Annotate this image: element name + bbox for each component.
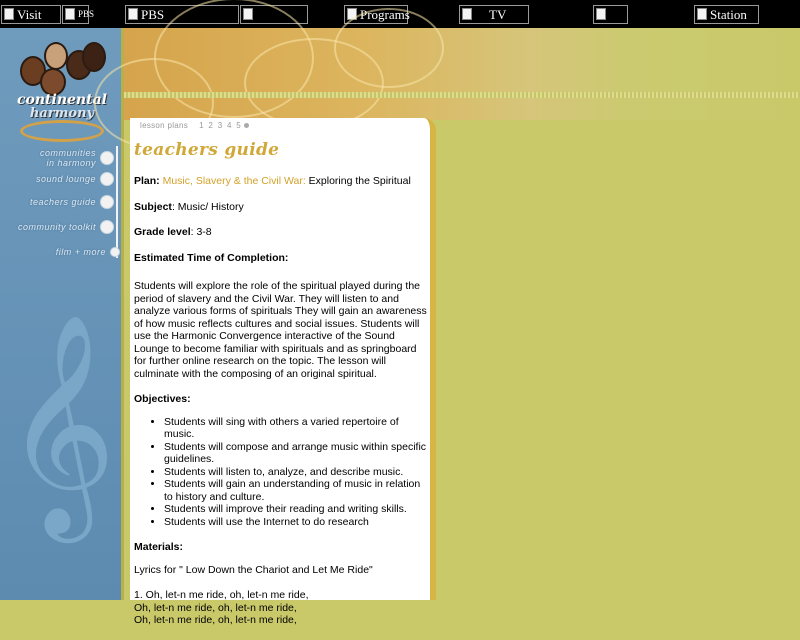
content-panel <box>130 118 436 626</box>
lesson-plans-link[interactable]: lesson plans <box>140 121 189 130</box>
lyric-line: Oh, let-n me ride, oh, let-n me ride, <box>134 614 297 626</box>
lesson-page-3-link[interactable]: 3 <box>217 121 223 130</box>
bullet-dot-icon <box>100 220 114 234</box>
sidebar-item-communities[interactable]: communities in harmony <box>40 148 114 174</box>
plan-line: Plan: Music, Slavery & the Civil War: Exploring the Spiritual <box>134 175 411 187</box>
sidebar-item-sound-lounge[interactable]: sound lounge <box>36 170 114 196</box>
broken-image-icon <box>128 8 138 20</box>
logo-ring <box>20 120 104 142</box>
lesson-plans-nav <box>140 121 249 130</box>
nav-pbs-logo-link[interactable]: PBS <box>62 5 89 24</box>
header-banner <box>124 28 800 120</box>
nav-visit-link[interactable]: Visit <box>1 5 61 24</box>
logo-text: continental <box>17 92 107 108</box>
list-item: • Students will improve their reading and writing skills. <box>164 503 430 516</box>
list-item: • Students will use the Internet to do research <box>164 516 430 529</box>
broken-image-icon <box>596 8 606 20</box>
list-item: • Students will compose and arrange music within specific guidelines. <box>164 441 430 466</box>
sidebar-item-film-more[interactable]: film + more <box>56 243 120 269</box>
lesson-content <box>134 175 430 640</box>
objectives-list <box>134 416 430 529</box>
lyric-line: 1. Oh, let-n me ride, oh, let-n me ride, <box>134 589 309 601</box>
estimated-time-heading: Estimated Time of Completion: <box>134 251 289 264</box>
menu-bracket-line <box>116 146 120 258</box>
list-item: • Students will gain an understanding of music in relation to history and culture. <box>164 478 430 503</box>
plan-subtitle: Exploring the Spiritual <box>308 175 411 187</box>
lyric-line: Oh, let-n me ride, oh, let-n me ride, <box>134 601 297 614</box>
sidebar-item-community-toolkit[interactable]: community toolkit <box>18 218 114 244</box>
bullet-dot-icon <box>100 151 114 165</box>
nav-tv-link[interactable]: TV <box>459 5 529 24</box>
broken-image-icon <box>65 8 75 20</box>
broken-image-icon <box>4 8 14 20</box>
lesson-page-2-link[interactable]: 2 <box>208 121 214 130</box>
lesson-page-5-link[interactable]: 5 <box>236 121 242 130</box>
bullet-dot-icon <box>110 247 120 257</box>
grade-line: Grade level: 3-8 <box>134 226 212 238</box>
subject-line: Subject: Music/ History <box>134 200 244 213</box>
nav-pbs-link[interactable]: PBS <box>125 5 239 24</box>
people-photo <box>16 40 108 100</box>
nav-blank-link-2[interactable] <box>593 5 628 24</box>
banner-stripe <box>124 92 800 98</box>
plan-title: Music, Slavery & the Civil War: <box>162 175 306 187</box>
materials-heading: Materials: <box>134 541 184 553</box>
nav-programs-link[interactable]: Programs <box>344 5 408 24</box>
lyrics-block <box>134 589 430 627</box>
list-item: • Students will listen to, analyze, and describe music. <box>164 466 430 479</box>
objectives-heading: Objectives: <box>134 393 191 405</box>
list-item: • Students will sing with others a varied repertoire of music. <box>164 416 430 441</box>
page-title: teachers guide <box>134 140 280 160</box>
lesson-page-4-link[interactable]: 4 <box>226 121 232 130</box>
lesson-page-1-link[interactable]: 1 <box>199 121 204 130</box>
logo-subtext: harmony <box>29 106 95 121</box>
bullet-dot-icon <box>100 195 114 209</box>
lesson-description: Students will explore the role of the spiritual played during the period of slavery and the Civil War. They will listen to and analyze various forms of spirituals They will gain an awareness of how music reflects cultures and social issues. Students will use the Harmonic Convergence interactive of the Sound Lounge to become familiar with spirituals and as springboard for further online research on the topic. The lesson will culminate with the composing of an original spiritual. <box>134 280 427 380</box>
treble-clef-icon: 𝄞 <box>4 312 117 533</box>
sidebar-item-teachers-guide[interactable]: teachers guide <box>30 193 114 219</box>
bullet-dot-icon <box>100 172 114 186</box>
broken-image-icon <box>697 8 707 20</box>
current-page-dot-icon <box>244 123 249 128</box>
lyrics-intro: Lyrics for " Low Down the Chariot and Let Me Ride" <box>134 563 373 576</box>
nav-station-link[interactable]: Station <box>694 5 759 24</box>
broken-image-icon <box>462 8 472 20</box>
